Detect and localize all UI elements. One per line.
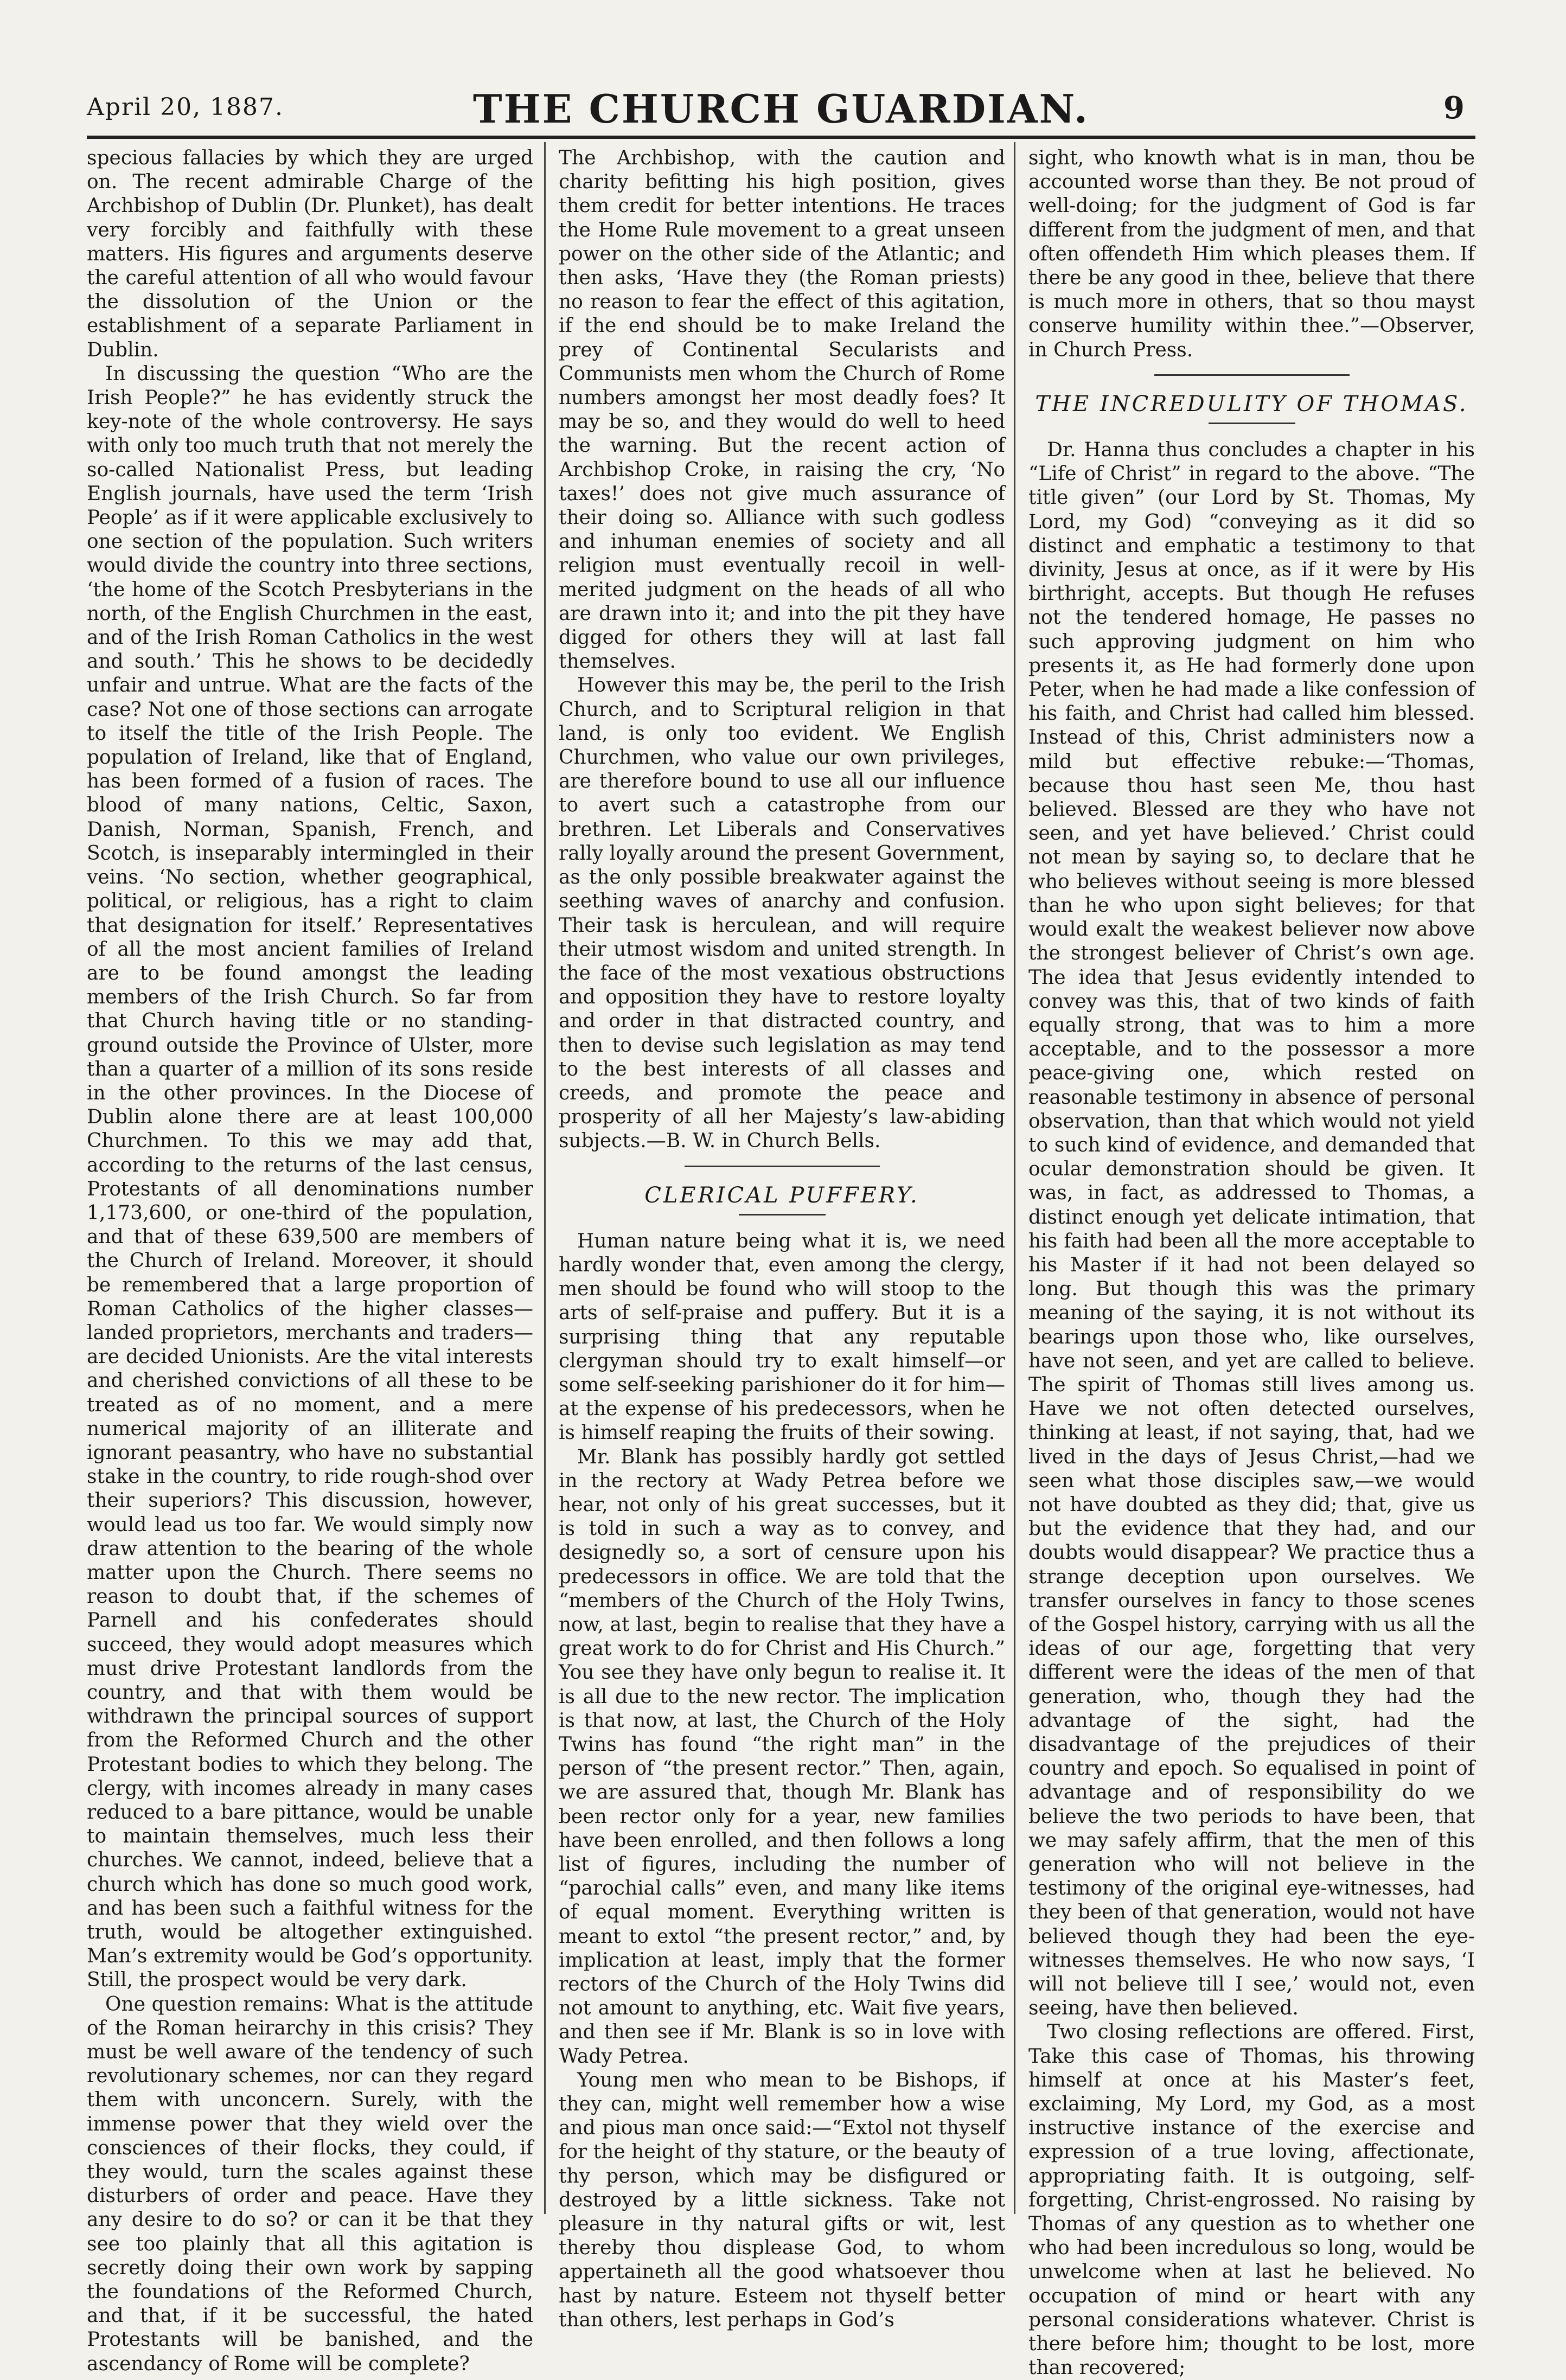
column-divider-1 (544, 142, 546, 2214)
issue-date: April 20, 1887. (87, 93, 284, 121)
article-paragraph: specious fallacies by which they are urged on. The recent admirable Charge of the Archbishop of Dublin (Dr. Plunket), has dealt very forcibly and faithfully with these matters. His figures and arguments deserve the careful attention of all who would favour the dissolution of the Union or the establishment of a separate Parliament in Dublin. (87, 147, 533, 361)
article-paragraph: Mr. Blank has possibly hardly got settled in the rectory at Wady Petrea before we hear, not only of his great successes, but it is told in such a way as to convey, and designedly so, a sort of censure upon his predecessors in office. We are told that the “members of the Church of the Holy Twins, now, at last, begin to realise that they have a great work to do for Christ and His Church.” You see they have only begun to realise it. It is all due to the new rector. The implication is that now, at last, the Church of the Holy Twins has found “the right man” in the person of “the present rector.” Then, again, we are assured that, though Mr. Blank has been rector only for a year, new families have been enrolled, and then follows a long list of figures, including the number of “parochial calls” even, and many like items of equal moment. Everything written is meant to extol “the present rector,” and, by implication at least, imply that the former rectors of the Church of the Holy Twins did not amount to anything, etc. Wait five years, and then see if Mr. Blank is so in love with Wady Petrea. (559, 1445, 1005, 2068)
column-2 (559, 146, 1005, 2331)
article-paragraph: The Archbishop, with the caution and charity befitting his high position, gives them credit for better intentions. He traces the Home Rule movement to a great unseen power on the other side of the Atlantic; and then asks, ‘Have they (the Roman priests) no reason to fear the effect of this agitation, if the end should be to make Ireland the prey of Continental Secularists and Communists men whom the Church of Rome numbers amongst her most deadly foes? It may be so, and they would do well to heed the warning. But the recent action of Archbishop Croke, in raising the cry, ‘No taxes!’ does not give much assurance of their doing so. Alliance with such godless and inhuman enemies of society and all religion must eventually recoil in well-merited judgment on the heads of all who are drawn into it; and into the pit they have digged for others they will at last fall themselves. (559, 147, 1005, 673)
article-paragraph: sight, who knowth what is in man, thou be accounted worse than they. Be not proud of well-doing; for the judgment of God is far different from the judgment of men, and that often offendeth Him which pleases them. If there be any good in thee, believe that there is much more in others, that so thou mayst conserve humility within thee.”—Observer, in Church Press. (1028, 147, 1475, 361)
article-paragraph: Dr. Hanna thus concludes a chapter in his “Life of Christ” in regard to the above. “The title given” (our Lord by St. Thomas, My Lord, my God) “conveying as it did so distinct and emphatic a testimony to that divinity, Jesus at once, as if it were by His birthright, accepts. But though He refuses not the tendered homage, He passes no such approving judgment on him who presents it, as He had formerly done upon Peter, when he had made a like confession of his faith, and Christ had called him blessed. Instead of this, Christ administers now a mild but effective rebuke:—‘Thomas, because thou hast seen Me, thou hast believed. Blessed are they who have not seen, and yet have believed.’ Christ could not mean by saying so, to declare that he who believes without seeing is more blessed than he who upon sight believes; for that would exalt the weakest believer now above the strongest believer of Christ’s own age. The idea that Jesus evidently intended to convey was this, that of two kinds of faith equally strong, that was to him a more acceptable, and to the possessor a more peace-giving one, which rested on reasonable testimony in absence of personal observation, than that which would not yield to such kind of evidence, and demanded that ocular demonstration should be given. It was, in fact, as addressed to Thomas, a distinct enough yet delicate intimation, that his faith had been all the more acceptable to his Master if it had not been delayed so long. But though this was the primary meaning of the saying, it is not without its bearings upon those who, like ourselves, have not seen, and yet are called to believe. The spirit of Thomas still lives among us. Have we not often detected ourselves, thinking at least, if not saying, that, had we lived in the days of Jesus Christ,—had we seen what those disciples saw,—we would not have doubted as they did; that, give us but the evidence that they had, and our doubts would disappear? We practice thus a strange deception upon ourselves. We transfer ourselves in fancy to those scenes of the Gospel history, carrying with us all the ideas of our age, forgetting that very different were the ideas of the men of that generation, who, though they had the advantage of the sight, had the disadvantage of the prejudices of their country and epoch. So equalised in point of advantage and of responsibility do we believe the two periods to have been, that we may safely affirm, that the men of this generation who will not believe in the testimony of the original eye-witnesses, had they been of that generation, would not have believed though they had been the eye-witnesses themselves. He who now says, ‘I will not believe till I see,’ would not, even seeing, have then believed. (1028, 439, 1475, 2020)
article-paragraph: However this may be, the peril to the Irish Church, and to Scriptural religion in that land, is only too evident. We English Churchmen, who value our own privileges, are therefore bound to use all our influence to avert such a catastrophe from our brethren. Let Liberals and Conservatives rally loyally around the present Government, as the only possible breakwater against the seething waves of anarchy and confusion. Their task is herculean, and will require their utmost wisdom and united strength. In the face of the most vexatious obstructions and opposition they have to restore loyalty and order in that distracted country, and then to devise such legislation as may tend to the best interests of all classes and creeds, and promote the peace and prosperity of all her Majesty’s law-abiding subjects.—B. W. in Church Bells. (559, 674, 1005, 1153)
section-rule (739, 1214, 826, 1215)
page-number: 9 (1443, 90, 1465, 126)
header-rule (87, 136, 1475, 139)
section-title-incredulity-of-thomas: THE INCREDULITY OF THOMAS. (1035, 391, 1468, 417)
column-3 (1028, 146, 1475, 2379)
article-paragraph: One question remains: What is the attitude of the Roman heirarchy in this crisis? They must be well aware of the tendency of such revolutionary schemes, nor can they regard them with unconcern. Surely, with the immense power that they wield over the consciences of their flocks, they could, if they would, turn the scales against these disturbers of order and peace. Have they any desire to do so? or can it be that they see too plainly that all this agitation is secretly doing their own work by sapping the foundations of the Reformed Church, and that, if it be successful, the hated Protestants will be banished, and the ascendancy of Rome will be complete? (87, 1993, 533, 2375)
section-title-clerical-puffery: CLERICAL PUFFERY. (644, 1182, 919, 1208)
section-rule (1154, 374, 1350, 376)
column-divider-2 (1014, 142, 1015, 2214)
column-1 (87, 146, 533, 2375)
page-header (87, 86, 1475, 135)
section-rule (1209, 423, 1295, 424)
article-paragraph: Two closing reflections are offered. First, Take this case of Thomas, his throwing himself at once at his Master’s feet, exclaiming, My Lord, my God, as a most instructive instance of the exercise and expression of a true loving, affectionate, appropriating faith. It is outgoing, self-forgetting, Christ-engrossed. No raising by Thomas of any question as to whether one who had been incredulous so long, would be unwelcome when at last he believed. No occupation of mind or heart with any personal considerations whatever. Christ is there before him; thought to be lost, more than recovered; (1028, 2021, 1475, 2379)
section-rule (685, 1166, 880, 1167)
newspaper-title: THE CHURCH GUARDIAN. (473, 86, 1089, 132)
article-paragraph: Human nature being what it is, we need hardly wonder that, even among the clergy, men should be found who will stoop to the arts of self-praise and puffery. But it is a surprising thing that any reputable clergyman should try to exalt himself—or some self-seeking parishioner do it for him—at the expense of his predecessors, when he is himself reaping the fruits of their sowing. (559, 1230, 1005, 1444)
article-paragraph: In discussing the question “Who are the Irish People?” he has evidently struck the key-note of the whole controversy. He says with only too much truth that not merely the so-called Nationalist Press, but leading English journals, have used the term ‘Irish People’ as if it were applicable exclusively to one section of the population. Such writers would divide the country into three sections, ‘the home of the Scotch Presbyterians in the north, of the English Churchmen in the east, and of the Irish Roman Catholics in the west and south.’ This he shows to be decidedly unfair and untrue. What are the facts of the case? Not one of those sections can arrogate to itself the title of the Irish People. The population of Ireland, like that of England, has been formed of a fusion of races. The blood of many nations, Celtic, Saxon, Danish, Norman, Spanish, French, and Scotch, is inseparably intermingled in their veins. ‘No section, whether geographical, political, or religious, has a right to claim that designation for itself.’ Representatives of all the most ancient families of Ireland are to be found amongst the leading members of the Irish Church. So far from that Church having title or no standing-ground outside the Province of Ulster, more than a quarter of a million of its sons reside in the other provinces. In the Diocese of Dublin alone there are at least 100,000 Churchmen. To this we may add that, according to the returns of the last census, Protestants of all denominations number 1,173,600, or one-third of the population, and that of these 639,500 are members of the Church of Ireland. Moreover, it should be remembered that a large proportion of Roman Catholics of the higher classes—landed proprietors, merchants and traders—are decided Unionists. Are the vital interests and cherished convictions of all these to be treated as of no moment, and a mere numerical majority of an illiterate and ignorant peasantry, who have no substantial stake in the country, to ride rough-shod over their superiors? This discussion, however, would lead us too far. We would simply now draw attention to the bearing of the whole matter upon the Church. There seems no reason to doubt that, if the schemes of Parnell and his confederates should succeed, they would adopt measures which must drive Protestant landlords from the country, and that with them would be withdrawn the principal sources of support from the Reformed Church and the other Protestant bodies to which they belong. The clergy, with incomes already in many cases reduced to a bare pittance, would be unable to maintain themselves, much less their churches. We cannot, indeed, believe that a church which has done so much good work, and has been such a faithful witness for the truth, would be altogether extinguished. Man’s extremity would be God’s opportunity. Still, the prospect would be very dark. (87, 362, 533, 1992)
article-paragraph: Young men who mean to be Bishops, if they can, might well remember how a wise and pious man once said:—“Extol not thyself for the height of thy stature, or the beauty of thy person, which may be disfigured or destroyed by a little sickness. Take not pleasure in thy natural gifts or wit, lest thereby thou displease God, to whom appertaineth all the good whatsoever thou hast by nature. Esteem not thyself better than others, lest perhaps in God’s (559, 2069, 1005, 2331)
